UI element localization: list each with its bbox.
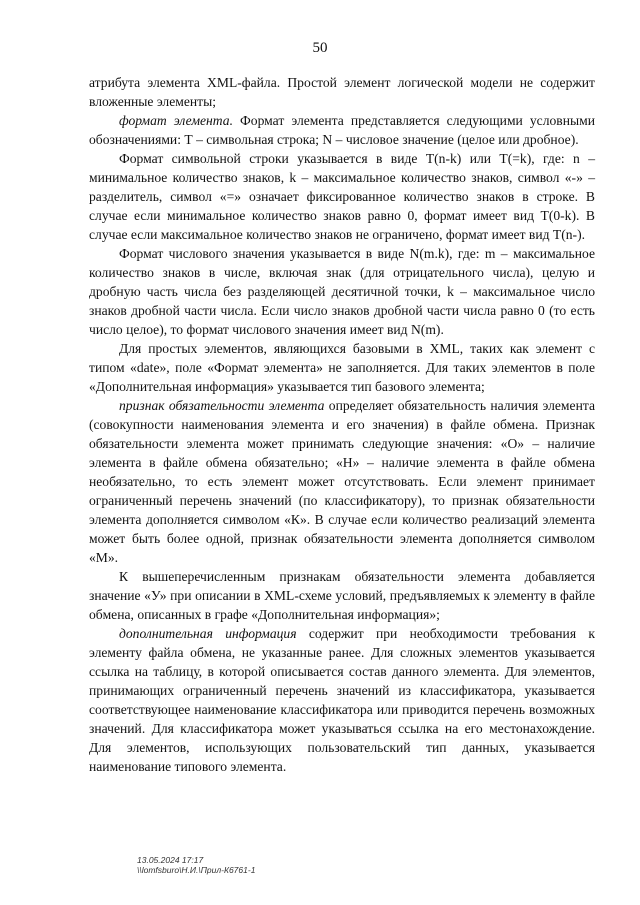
- paragraph-text: Формат элемента представляется следующими условными обозначениями: Т – символьная строка; N – числовое значение (целое или дробное).: [89, 113, 595, 147]
- footer-timestamp: 13.05.2024 17:17: [137, 855, 204, 865]
- paragraph: [89, 73, 595, 111]
- paragraph: [89, 396, 595, 567]
- paragraph: [89, 244, 595, 339]
- term-heading: признак обязательности элемента: [119, 398, 325, 413]
- paragraph: [89, 149, 595, 244]
- paragraph: [89, 111, 595, 149]
- paragraph-text: содержит при необходимости требования к элементу файла обмена, не указанные ранее. Для сложных элементов указывается ссылка на таблицу, в которой описывается состав данного элемента. Для элементов, принимающих ограниченный перечень значений из классификатора, указывается соответствующее наименование классификатора или приводится перечень возможных значений. Для классификатора может указываться ссылка на его местонахождение. Для элементов, использующих пользовательский тип данных, указывается наименование типового элемента.: [89, 626, 596, 774]
- paragraph-text: Формат символьной строки указывается в виде T(n-k) или T(=k), где: n – минимальное количество знаков, k – максимальное количество знаков, символ «-» – разделитель, символ «=» означает фиксированное количество знаков в строке. В случае если минимальное количество знаков равно 0, формат имеет вид T(0-k). В случае если максимальное количество знаков не ограничено, формат имеет вид T(n-).: [89, 151, 595, 242]
- paragraph-text: К вышеперечисленным признакам обязательности элемента добавляется значение «У» при описании в XML-схеме условий, предъявляемых к элементу в файле обмена, описанных в графе «Дополнительная информация»;: [89, 569, 595, 622]
- paragraph: [89, 567, 595, 624]
- paragraph-text: определяет обязательность наличия элемента (совокупности наименования элемента и его значения) в файле обмена. Признак обязательности элемента может принимать следующие значения: «О» – наличие элемента в файле обмена обязательно; «Н» – наличие элемента в файле обмена необязательно, то есть элемент может отсутствовать. Если элемент принимает ограниченный перечень значений (по классификатору), то признак обязательности элемента дополняется символом «К». В случае если количество реализаций элемента может быть более одной, признак обязательности элемента дополняется символом «М».: [89, 398, 595, 565]
- term-heading: дополнительная информация: [119, 626, 297, 641]
- paragraph-text: Формат числового значения указывается в виде N(m.k), где: m – максимальное количество знаков в числе, включая знак (для отрицательного числа), целую и дробную часть числа без разделяющей десятичной точки, k – максимальное число знаков дробной части числа. Если число знаков дробной части числа равно 0 (то есть число целое), то формат числового значения имеет вид N(m).: [89, 246, 595, 337]
- page-number: 50: [312, 40, 328, 56]
- paragraph-text: Для простых элементов, являющихся базовыми в XML, таких как элемент с типом «date», поле «Формат элемента» не заполняется. Для таких элементов в поле «Дополнительная информация» указывается тип базового элемента;: [89, 341, 595, 394]
- footer-file-path: \\lomfsburo\Н.И.\Прил-К6761-1: [137, 865, 256, 875]
- paragraph: [89, 339, 595, 396]
- footer-stamp: [137, 855, 255, 875]
- paragraph: [89, 624, 595, 776]
- document-body: [89, 73, 595, 776]
- term-heading: формат элемента.: [119, 113, 233, 128]
- paragraph-text: атрибута элемента XML-файла. Простой элемент логической модели не содержит вложенные элементы;: [89, 75, 595, 109]
